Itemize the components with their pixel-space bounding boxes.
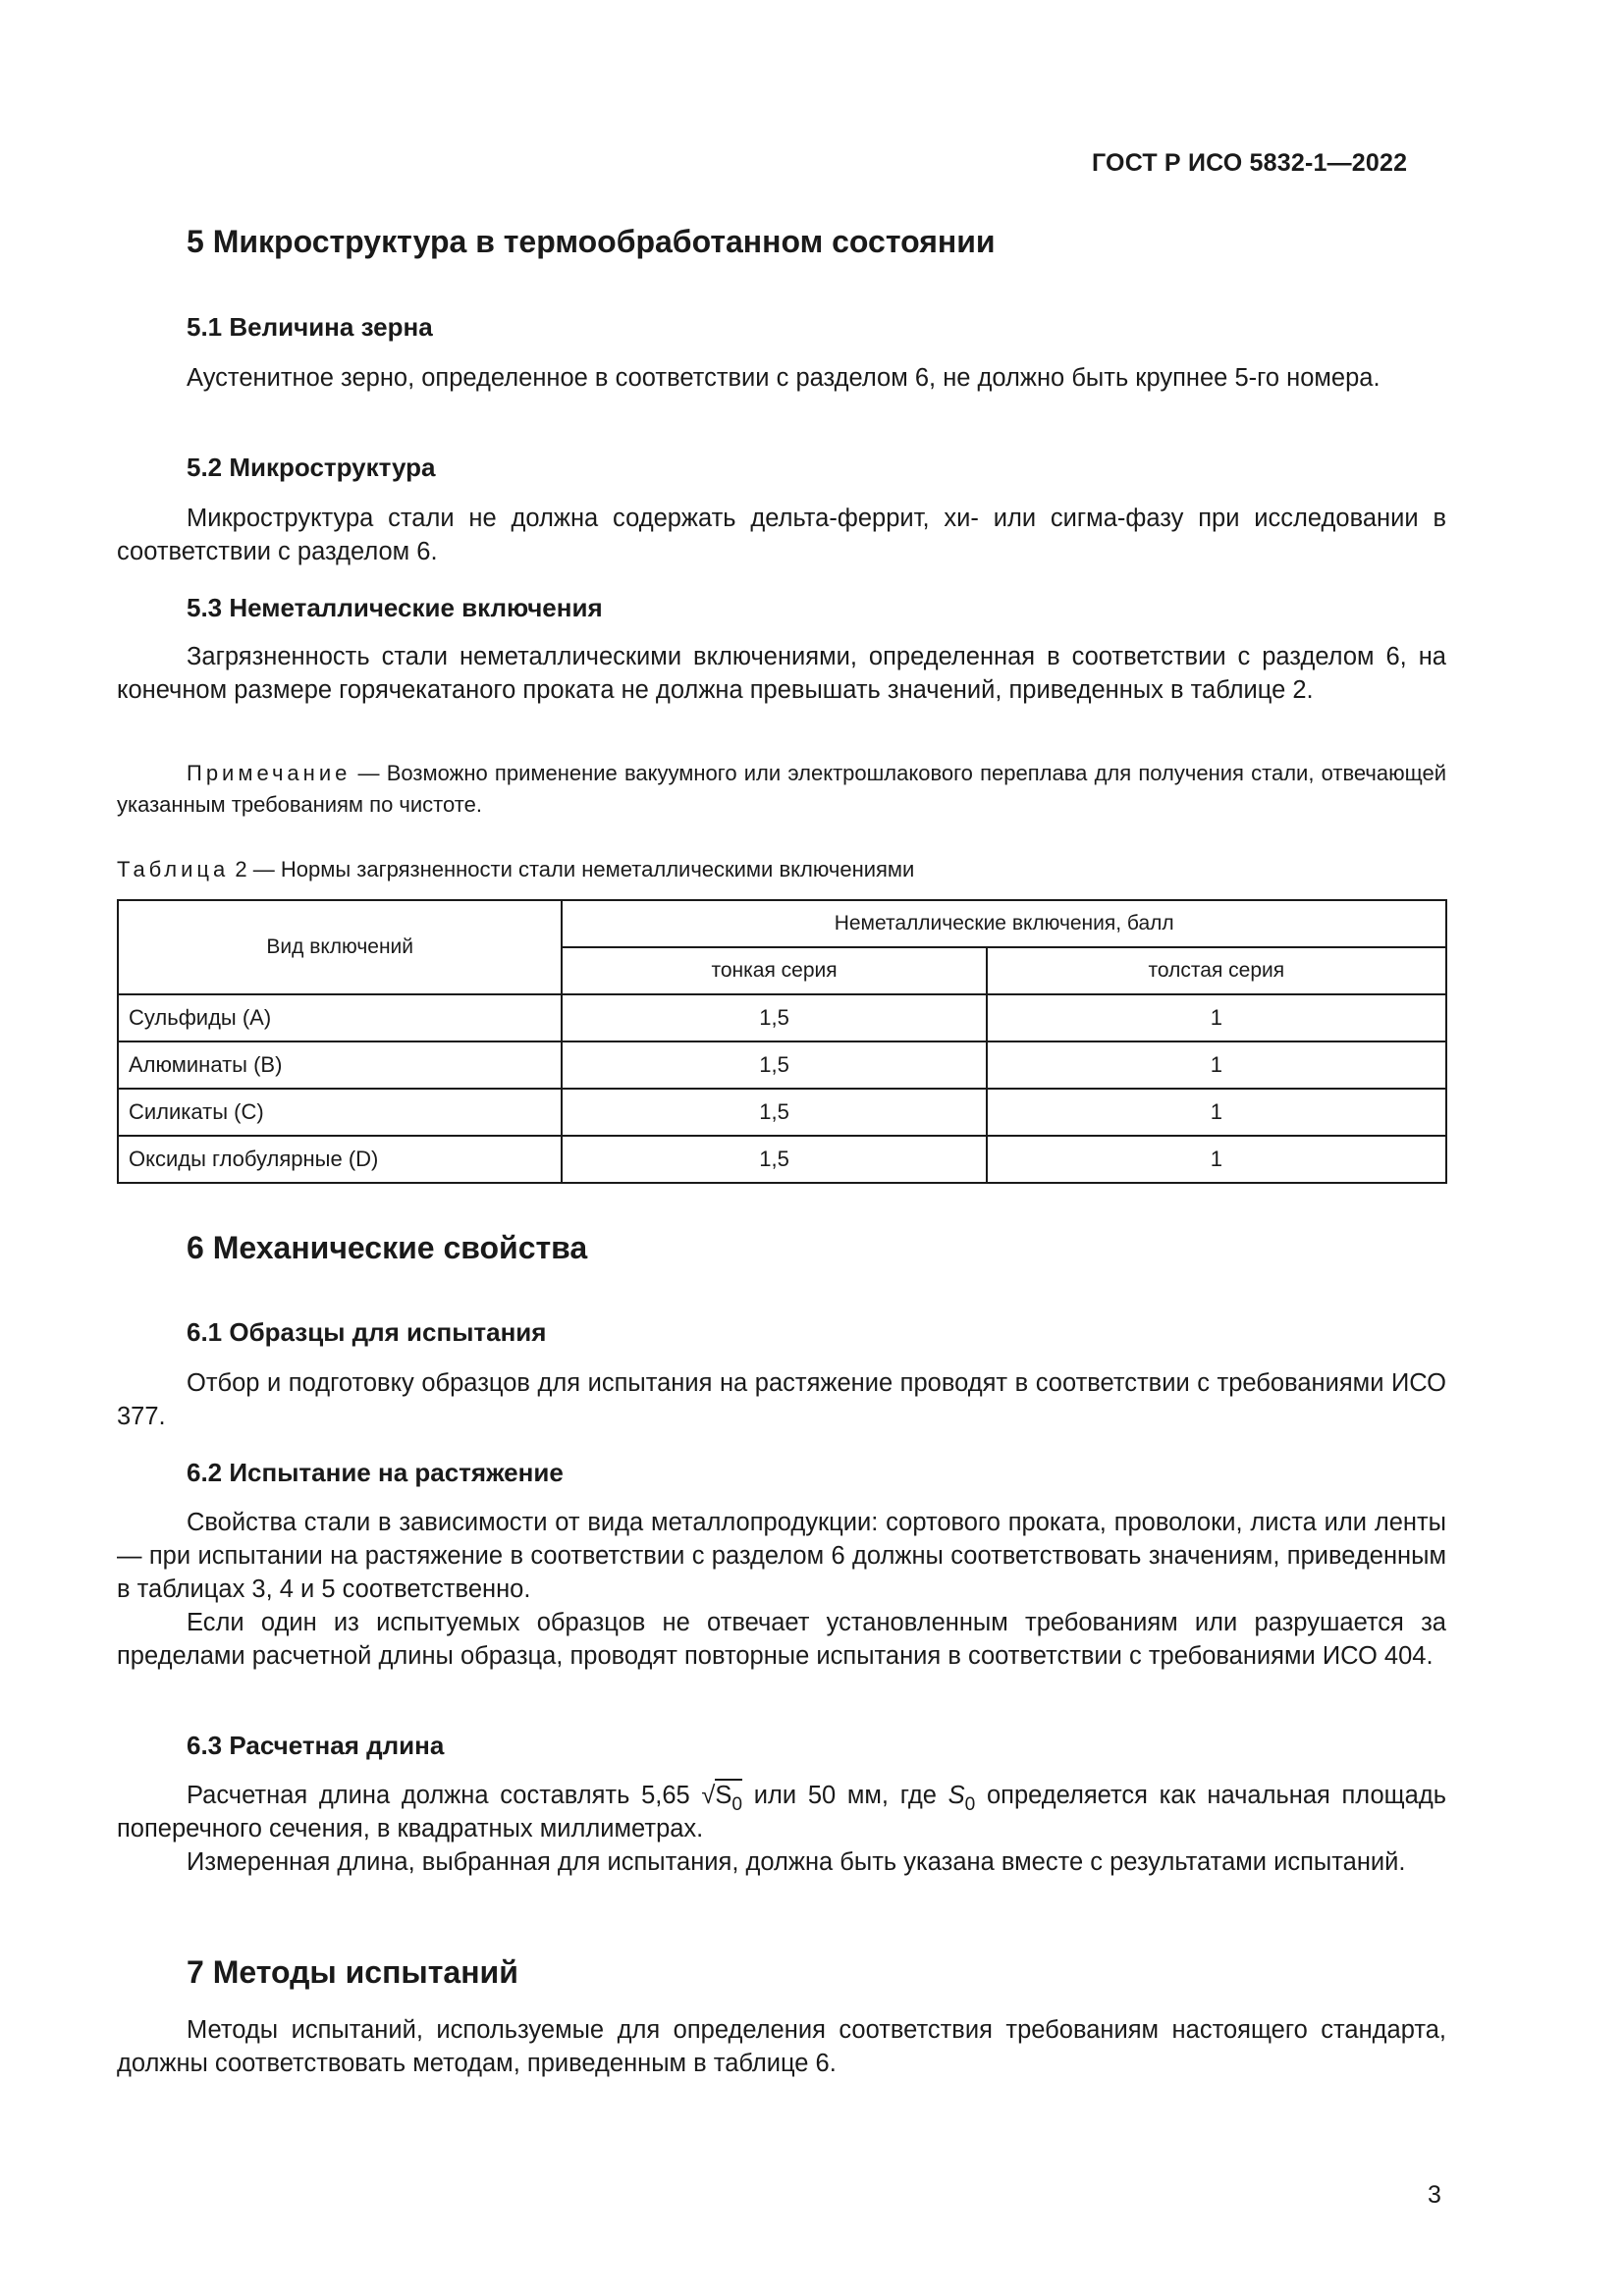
paragraph: Если один из испытуемых образцов не отвечает установленным требованиям или разрушается за пределами расчетной длины образца, проводят повторные испытания в соответствии с требованиями ИСО 404.: [117, 1609, 1446, 1670]
page-number: 3: [1428, 2181, 1441, 2209]
cell-thick: 1: [987, 1136, 1446, 1183]
section-5-heading: 5 Микроструктура в термообработанном состоянии: [187, 224, 996, 259]
paragraph: [117, 1779, 1446, 1845]
section-5-2-heading: 5.2 Микроструктура: [187, 453, 436, 482]
text-run: Расчетная длина должна составлять 5,65: [187, 1782, 702, 1809]
table-row: [118, 1041, 1446, 1089]
header-group: Неметаллические включения, балл: [562, 900, 1446, 947]
cell-thin: 1,5: [562, 994, 986, 1041]
note-text: — Возможно применение вакуумного или электрошлакового переплава для получения стали, отвечающей указанным требованиям по чистоте.: [117, 761, 1446, 817]
subscript-0: 0: [731, 1793, 743, 1815]
cell-thick: 1: [987, 1089, 1446, 1136]
text-run: или 50 мм, где: [742, 1782, 948, 1809]
section-5-1-text: [117, 361, 1446, 395]
paragraph: Измеренная длина, выбранная для испытания, должна быть указана вместе с результатами испытаний.: [187, 1848, 1406, 1876]
symbol-S-italic: S: [947, 1782, 965, 1809]
section-6-heading: 6 Механические свойства: [187, 1230, 588, 1265]
table-2-caption: [117, 857, 914, 882]
header-type: Вид включений: [118, 900, 562, 994]
section-6-2-text: [117, 1506, 1446, 1673]
paragraph: Микроструктура стали не должна содержать дельта-феррит, хи- или сигма-фазу при исследовании в соответствии с разделом 6.: [117, 505, 1446, 565]
standard-number: ГОСТ Р ИСО 5832-1—2022: [1092, 149, 1408, 177]
table-caption-text: 2 — Нормы загрязненности стали неметаллическими включениями: [229, 857, 915, 881]
symbol-S: S: [715, 1782, 732, 1809]
section-6-3-text: [117, 1779, 1446, 1879]
paragraph: Загрязненность стали неметаллическими включениями, определенная в соответствии с разделом 6, на конечном размере горячекатаного проката не должна превышать значений, приведенных в таблице 2.: [117, 643, 1446, 704]
cell-type: Сульфиды (А): [118, 994, 562, 1041]
paragraph: Свойства стали в зависимости от вида металлопродукции: сортового проката, проволоки, листа или ленты — при испытании на растяжение в соответствии с разделом 6 должны соответствовать значениям, приведенным в таблицах 3, 4 и 5 соответственно.: [117, 1509, 1446, 1603]
table-row: [118, 1136, 1446, 1183]
section-5-3-note: [117, 758, 1446, 821]
table-2: [117, 899, 1447, 1184]
cell-type: Алюминаты (В): [118, 1041, 562, 1089]
cell-thin: 1,5: [562, 1136, 986, 1183]
paragraph: Аустенитное зерно, определенное в соответствии с разделом 6, не должно быть крупнее 5-го номера.: [187, 364, 1380, 392]
section-5-3-heading: 5.3 Неметаллические включения: [187, 593, 603, 622]
paragraph: Методы испытаний, используемые для определения соответствия требованиям настоящего стандарта, должны соответствовать методам, приведенным в таблице 6.: [117, 2016, 1446, 2077]
section-5-1-heading: 5.1 Величина зерна: [187, 312, 433, 342]
note-label: Примечание: [187, 761, 352, 785]
cell-thin: 1,5: [562, 1089, 986, 1136]
sqrt-sign: √: [701, 1782, 716, 1809]
table-header-row: [118, 900, 1446, 947]
table-row: [118, 1089, 1446, 1136]
cell-type: Силикаты (С): [118, 1089, 562, 1136]
text-run: определяется как начальная площадь поперечного сечения, в квадратных миллиметрах.: [117, 1782, 1446, 1842]
section-7-text: [117, 2013, 1446, 2080]
section-6-1-heading: 6.1 Образцы для испытания: [187, 1317, 547, 1347]
section-6-2-heading: 6.2 Испытание на растяжение: [187, 1458, 564, 1487]
section-5-2-text: [117, 502, 1446, 568]
cell-thin: 1,5: [562, 1041, 986, 1089]
header-thick: толстая серия: [987, 947, 1446, 994]
cell-type: Оксиды глобулярные (D): [118, 1136, 562, 1183]
sqrt-radicand: [715, 1779, 743, 1815]
cell-thick: 1: [987, 1041, 1446, 1089]
cell-thick: 1: [987, 994, 1446, 1041]
section-7-heading: 7 Методы испытаний: [187, 1954, 518, 1990]
section-6-1-text: [117, 1366, 1446, 1433]
section-5-3-text: [117, 640, 1446, 707]
header-thin: тонкая серия: [562, 947, 986, 994]
subscript-0: 0: [964, 1793, 976, 1815]
paragraph: Отбор и подготовку образцов для испытания на растяжение проводят в соответствии с требованиями ИСО 377.: [117, 1369, 1446, 1430]
table-caption-label: Таблица: [117, 857, 230, 881]
table-row: [118, 994, 1446, 1041]
section-6-3-heading: 6.3 Расчетная длина: [187, 1731, 445, 1760]
